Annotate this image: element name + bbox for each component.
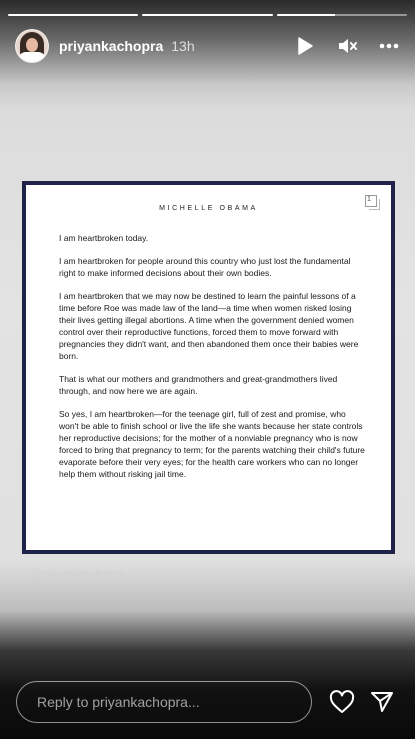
paragraph: That is what our mothers and grandmothers and great-grandmothers lived through, and now here we are again.: [59, 374, 338, 396]
paragraph: I am heartbroken today.: [59, 233, 149, 243]
send-icon[interactable]: [368, 688, 396, 716]
reply-field[interactable]: [16, 681, 312, 723]
quote-card: [22, 181, 395, 554]
more-icon[interactable]: [378, 35, 400, 57]
mention-tag[interactable]: @michelleobama: [32, 568, 126, 580]
play-icon[interactable]: [294, 35, 316, 57]
heart-icon[interactable]: [328, 688, 356, 716]
card-title: MICHELLE OBAMA: [159, 205, 258, 212]
statement-text: [59, 232, 365, 491]
paragraph: I am heartbroken for people around this country who just lost the fundamental right to make informed decisions about their own bodies.: [59, 256, 351, 278]
paragraph: I am heartbroken that we may now be destined to learn the painful lessons of a time before Roe was made law of the land—a time when women risked losing their lives getting illegal abortions. A time when the government denied women control over their reproductive functions, forced them to move forward with pregnancies they didn't want, and then abandoned them once their babies were born.: [59, 291, 359, 361]
story-progress: [8, 14, 407, 16]
username[interactable]: priyankachopra: [59, 38, 164, 54]
header-actions: [294, 35, 400, 57]
page-indicator-icon: 1: [365, 195, 377, 207]
reply-input[interactable]: [35, 693, 311, 711]
timestamp: 13h: [171, 38, 195, 54]
avatar[interactable]: [15, 29, 49, 63]
story-header: [15, 30, 400, 62]
progress-segment: [142, 14, 272, 16]
mute-icon[interactable]: [336, 35, 358, 57]
progress-segment: [277, 14, 407, 16]
progress-segment: [8, 14, 138, 16]
paragraph: So yes, I am heartbroken—for the teenage girl, full of zest and promise, who won't be able to finish school or live the life she wants because her state controls her reproductive decisions; for the mother of a nonviable pregnancy who is now forced to bring that pregnancy to term; for the parents watching their child's future evaporate before their very eyes; for the health care workers who can no longer help them without risking jail time.: [59, 409, 365, 479]
